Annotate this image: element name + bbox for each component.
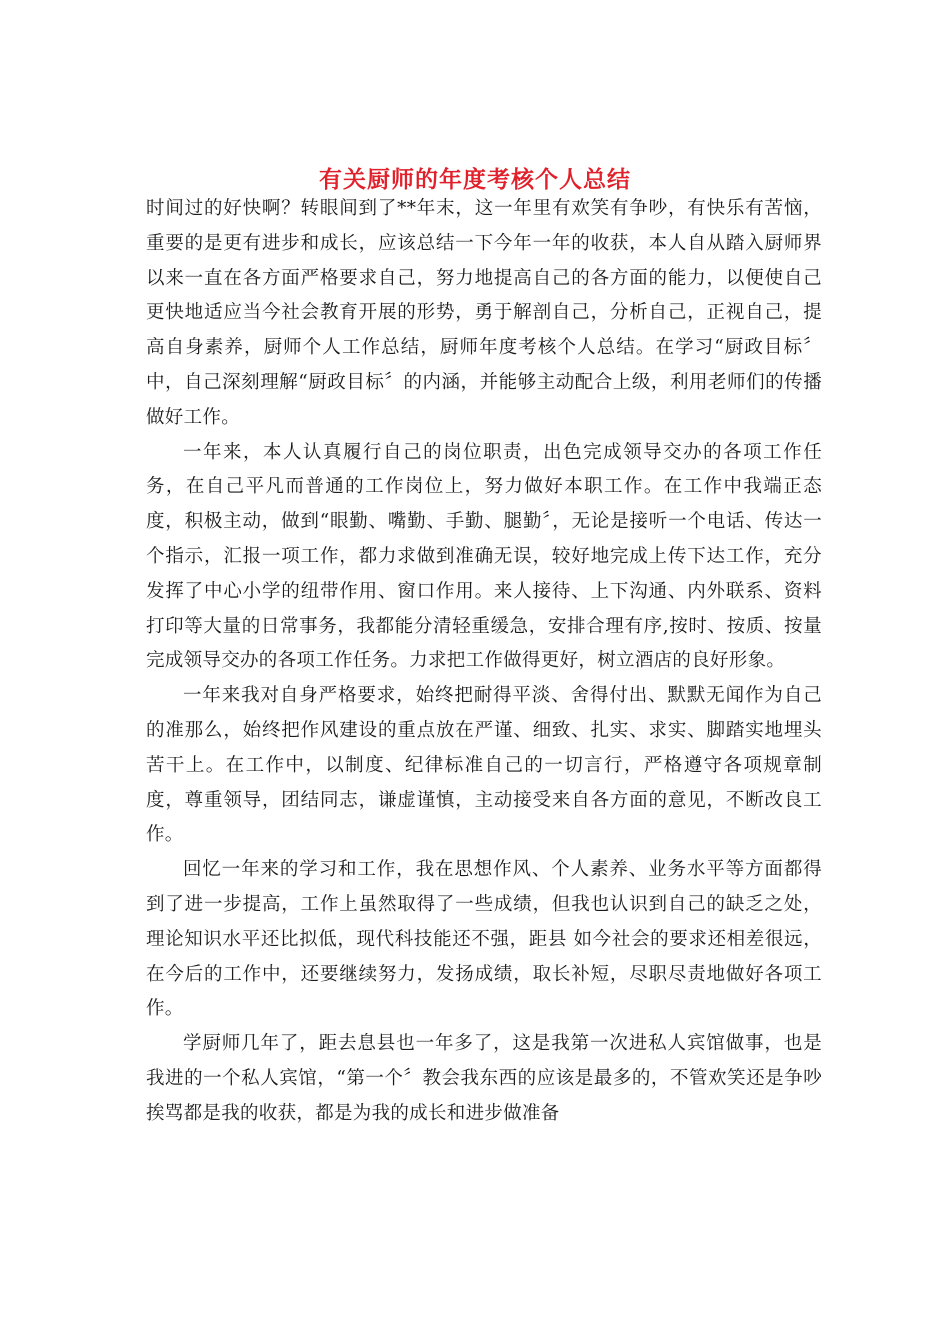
paragraph-experience: 学厨师几年了，距去息县也一年多了，这是我第一次进私人宾馆做事，也是我进的一个私人宾馆，“第一个〞教会我东西的应该是最多的，不管欢笑还是争吵挨骂都是我的收获，都是为我的成长和进步做准备 [146,1033,822,1124]
document-body [146,192,822,1132]
paragraph-review: 回忆一年来的学习和工作，我在思想作风、个人素养、业务水平等方面都得到了进一步提高，工作上虽然取得了一些成绩，但我也认识到自己的缺乏之处，理论知识水平还比拟低，现代科技能还不强，距县 如今社会的要求还相差很远，在今后的工作中，还要继续努力，发扬成绩，取长补短，尽职尽责地做好各项工作。 [146,859,822,1020]
paragraph-duties: 一年来，本人认真履行自己的岗位职责，出色完成领导交办的各项工作任务，在自己平凡而普通的工作岗位上，努力做好本职工作。在工作中我端正态度，积极主动，做到“眼勤、嘴勤、手勤、腿勤〞，无论是接听一个电话、传达一个指示，汇报一项工作，都力求做到准确无误，较好地完成上传下达工作，充分发挥了中心小学的纽带作用、窗口作用。来人接待、上下沟通、内外联系、资料打印等大量的日常事务，我都能分清轻重缓急，安排合理有序,按时、按质、按量完成领导交办的各项工作任务。力求把工作做得更好，树立酒店的良好形象。 [146,441,822,672]
paragraph-self-discipline: 一年来我对自身严格要求，始终把耐得平淡、舍得付出、默默无闻作为自己的准那么，始终把作风建设的重点放在严谨、细致、扎实、求实、脚踏实地埋头苦干上。在工作中，以制度、纪律标准自己的一切言行，严格遵守各项规章制度，尊重领导，团结同志，谦虚谨慎，主动接受来自各方面的意见，不断改良工作。 [146,685,822,846]
document-title: 有关厨师的年度考核个人总结 [319,167,631,194]
paragraph-intro: 时间过的好快啊？转眼间到了**年末，这一年里有欢笑有争吵，有快乐有苦恼，重要的是更有进步和成长，应该总结一下今年一年的收获，本人自从踏入厨师界以来一直在各方面严格要求自己，努力地提高自己的各方面的能力，以便使自己更快地适应当今社会教育开展的形势，勇于解剖自己，分析自己，正视自己，提高自身素养，厨师个人工作总结，厨师年度考核个人总结。在学习“厨政目标〞中，自己深刻理解“厨政目标〞的内涵，并能够主动配合上级，利用老师们的传播做好工作。 [146,198,822,428]
